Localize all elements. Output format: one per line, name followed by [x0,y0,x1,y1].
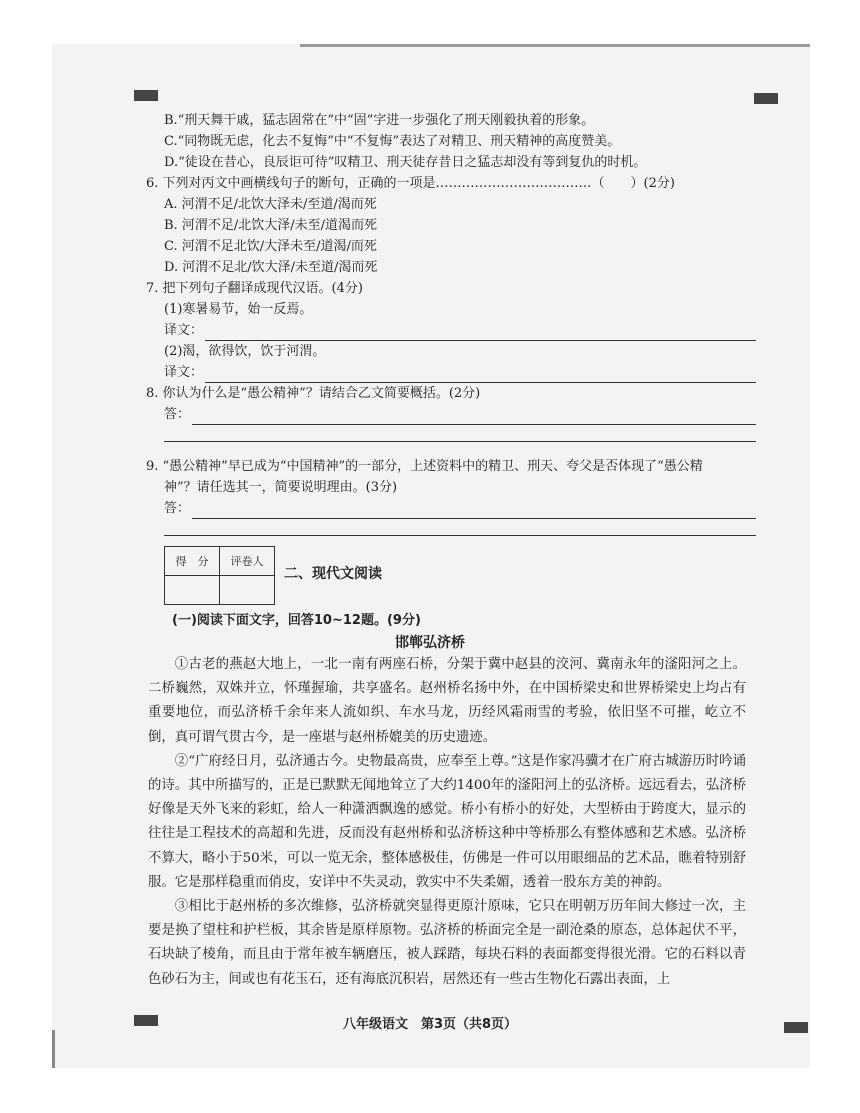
option-d: D.“徒设在昔心，良辰讵可待”叹精卫、刑天徒存昔日之猛志却没有等到复仇的时机。 [164,155,647,170]
question-7-sentence-1: (1)寒暑易节，始一反焉。 [164,302,313,317]
question-8-answer[interactable] [164,404,756,425]
answer-line[interactable] [205,368,756,383]
answer-label: 答： [164,501,191,516]
page-footer: 八年级语文 第3页（共8页） [342,1017,518,1032]
page-top-edge [300,44,810,47]
question-7-answer-2[interactable] [164,362,756,383]
question-6-option-b: B. 河渭不足/北饮大泽/未至/道渴而死 [164,218,377,233]
question-7-answer-1[interactable] [164,320,756,341]
question-7-stem: 7. 把下列句子翻译成现代汉语。(4分) [146,281,363,296]
question-9-answer[interactable] [164,498,756,519]
answer-line[interactable] [205,326,756,341]
question-6-stem: 6. 下列对丙文中画横线句子的断句，正确的一项是………………………………（ ）(2分) [146,176,675,191]
answer-line-extra[interactable] [164,427,756,442]
reading-instruction: (一)阅读下面文字，回答10~12题。(9分) [172,613,421,628]
question-6-option-d: D. 河渭不足北/饮大泽/未至道/渴而死 [164,260,378,275]
paragraph-2: ②“广府经日月，弘济通古今。史物最高贵，应奉至上尊。”这是作家冯骥才在广府古城游历时吟诵的诗。其中所描写的，正是已默默无闻地耸立了大约1400年的滏阳河上的弘济桥。远远看去，弘济桥好像是天外飞来的彩虹，给人一种潇洒飘逸的感觉。桥小有桥小的好处，大型桥由于跨度大，显示的往往是工程技术的高超和先进，反而没有赵州桥和弘济桥这种中等桥那么有整体感和艺术感。弘济桥不算大，略小于50米，可以一览无余，整体感极佳，仿佛是一件可以用眼细品的艺术品，瞧着特别舒服。它是那样稳重而俏皮，安详中不失灵动，敦实中不失柔媚，透着一股东方美的神韵。 [148,753,746,890]
answer-line-extra[interactable] [164,521,756,536]
question-7-sentence-2: (2)渴，欲得饮，饮于河渭。 [164,344,326,359]
registration-mark-top-left [134,90,158,101]
option-c: C.“同物既无虑，化去不复悔”中“不复悔”表达了对精卫、刑天精神的高度赞美。 [164,134,621,149]
questions-area [146,110,756,540]
section-title: 二、现代文阅读 [284,566,382,582]
question-6-option-a: A. 河渭不足/北饮大泽未/至道/渴而死 [164,197,377,212]
score-table [164,546,275,605]
translation-label: 译文： [164,323,204,338]
question-9-stem-line-1: 9. “愚公精神”早已成为“中国精神”的一部分，上述资料中的精卫、刑天、夸父是否体现了“愚公精 [146,459,703,474]
question-8-stem: 8. 你认为什么是“愚公精神”？请结合乙文简要概括。(2分) [146,386,481,401]
translation-label: 译文： [164,365,204,380]
option-b: B.“刑天舞干戚，猛志固常在”中“固”字进一步强化了刑天刚毅执着的形象。 [164,113,595,128]
answer-line[interactable] [192,504,756,519]
grader-cell[interactable] [220,576,275,605]
score-cell[interactable] [165,576,220,605]
score-header: 得 分 [165,547,220,576]
article-body [148,653,746,992]
answer-line[interactable] [192,410,756,425]
article-title: 邯郸弘济桥 [395,635,465,651]
question-6-option-c: C. 河渭不足北饮/大泽未至/道渴/而死 [164,239,377,254]
registration-mark-top-right [754,93,778,104]
page-left-edge [52,1030,55,1068]
paragraph-3: ③相比于赵州桥的多次维修，弘济桥就突显得更原汁原味，它只在明朝万历年间大修过一次，主要是换了望柱和护栏板，其余皆是原样原物。弘济桥的桥面完全是一副沧桑的原态，总体起伏不平，石块缺了棱角，而且由于常年被车辆磨压，被人踩踏，每块石料的表面都变得很光滑。它的石料以青色砂石为主，间或也有花玉石，还有海底沉积岩，居然还有一些古生物化石露出表面，上 [148,899,746,987]
question-9-stem-line-2: 神”？请任选其一，简要说明理由。(3分) [164,480,398,495]
answer-label: 答： [164,407,191,422]
grader-header: 评卷人 [220,547,275,576]
paragraph-1: ①古老的燕赵大地上，一北一南有两座石桥，分架于冀中赵县的洨河、冀南永年的滏阳河之上。二桥巍然，双姝并立，怀瑾握瑜，共享盛名。赵州桥名扬中外，在中国桥梁史和世界桥梁史上均占有重要地位，而弘济桥千余年来人流如织、车水马龙，历经风霜雨雪的考验，依旧坚不可摧，屹立不倒，真可谓气贯古今，是一座堪与赵州桥媲美的历史遗迹。 [148,657,746,745]
